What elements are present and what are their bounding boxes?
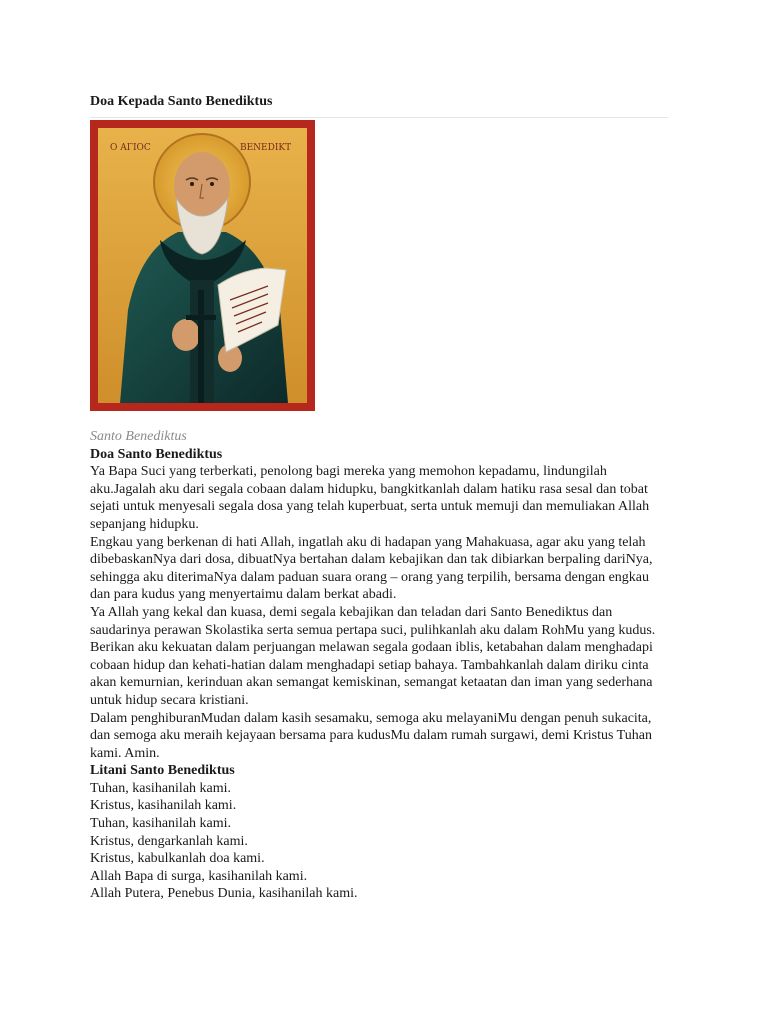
litany-line: Tuhan, kasihanilah kami. (90, 780, 232, 796)
page-title: Doa Kepada Santo Benediktus (90, 94, 273, 109)
image-caption: Santo Benediktus (90, 429, 187, 444)
left-hand (172, 319, 200, 351)
icon-illustration (90, 120, 315, 411)
inscription-right: BENEDIKT (240, 143, 292, 153)
litany-line: Kristus, dengarkanlah kami. (90, 833, 248, 849)
prayer-heading: Doa Santo Benediktus (90, 446, 223, 462)
litany-heading: Litani Santo Benediktus (90, 763, 235, 779)
litany-line: Kristus, kasihanilah kami. (90, 798, 237, 814)
prayer-paragraph: Engkau yang berkenan di hati Allah, ingatlah aku di hadapan yang Mahakuasa, agar aku yang telah dibebaskanNya dari dosa, dibuatNya bertahan dalam kebajikan dan tak dibiarkan berpaling dariNya, sehingga aku diterimaNya dalam paduan suara orang – orang yang terpilih, bersama dengan engkau dan para kudus yang menyertaimu dalam berkat abadi. (90, 534, 653, 603)
litany-line: Allah Bapa di surga, kasihanilah kami. (90, 868, 308, 884)
litany-line: Tuhan, kasihanilah kami. (90, 816, 232, 832)
saint-benedict-icon (90, 120, 315, 411)
prayer-paragraph: Dalam penghiburanMudan dalam kasih sesamaku, semoga aku melayaniMu dengan penuh sukacita, dan semoga aku meraih kejayaan bersama para kudusMu dalam rumah surgawi, demi Kristus Tuhan kami. Amin. (90, 710, 652, 761)
prayer-paragraph: Ya Bapa Suci yang terberkati, penolong bagi mereka yang memohon kepadamu, lindungilah aku.Jagalah aku dari segala cobaan dalam hidupku, bangkitkanlah dalam hatiku rasa sesal dan tobat sejati untuk menyesali segala dosa yang telah kuperbuat, serta untuk memuji dan memuliakan Allah sepanjang hidupku. (90, 464, 650, 532)
document-body (90, 428, 670, 903)
title-divider (90, 117, 668, 118)
prayer-paragraph: Ya Allah yang kekal dan kuasa, demi segala kebajikan dan teladan dari Santo Benediktus dan saudarinya perawan Skolastika serta semua pertapa suci, pulihkanlah aku dalam RohMu yang kudus. Berikan aku kekuatan dalam perjuangan melawan segala godaan iblis, ketabahan dalam menghadapi cobaan hidup dan kehati-hatian dalam menghadapi setiap bahaya. Tambahkanlah dalam diriku cinta akan kemurnian, kerinduan akan semangat kemiskinan, semangat ketaatan dan iman yang sederhana untuk hidup secara kristiani. (90, 604, 656, 708)
inscription-left: O AΓIOC (110, 143, 151, 153)
litany-line: Allah Putera, Penebus Dunia, kasihanilah kami. (90, 886, 358, 902)
litany-line: Kristus, kabulkanlah doa kami. (90, 851, 265, 867)
